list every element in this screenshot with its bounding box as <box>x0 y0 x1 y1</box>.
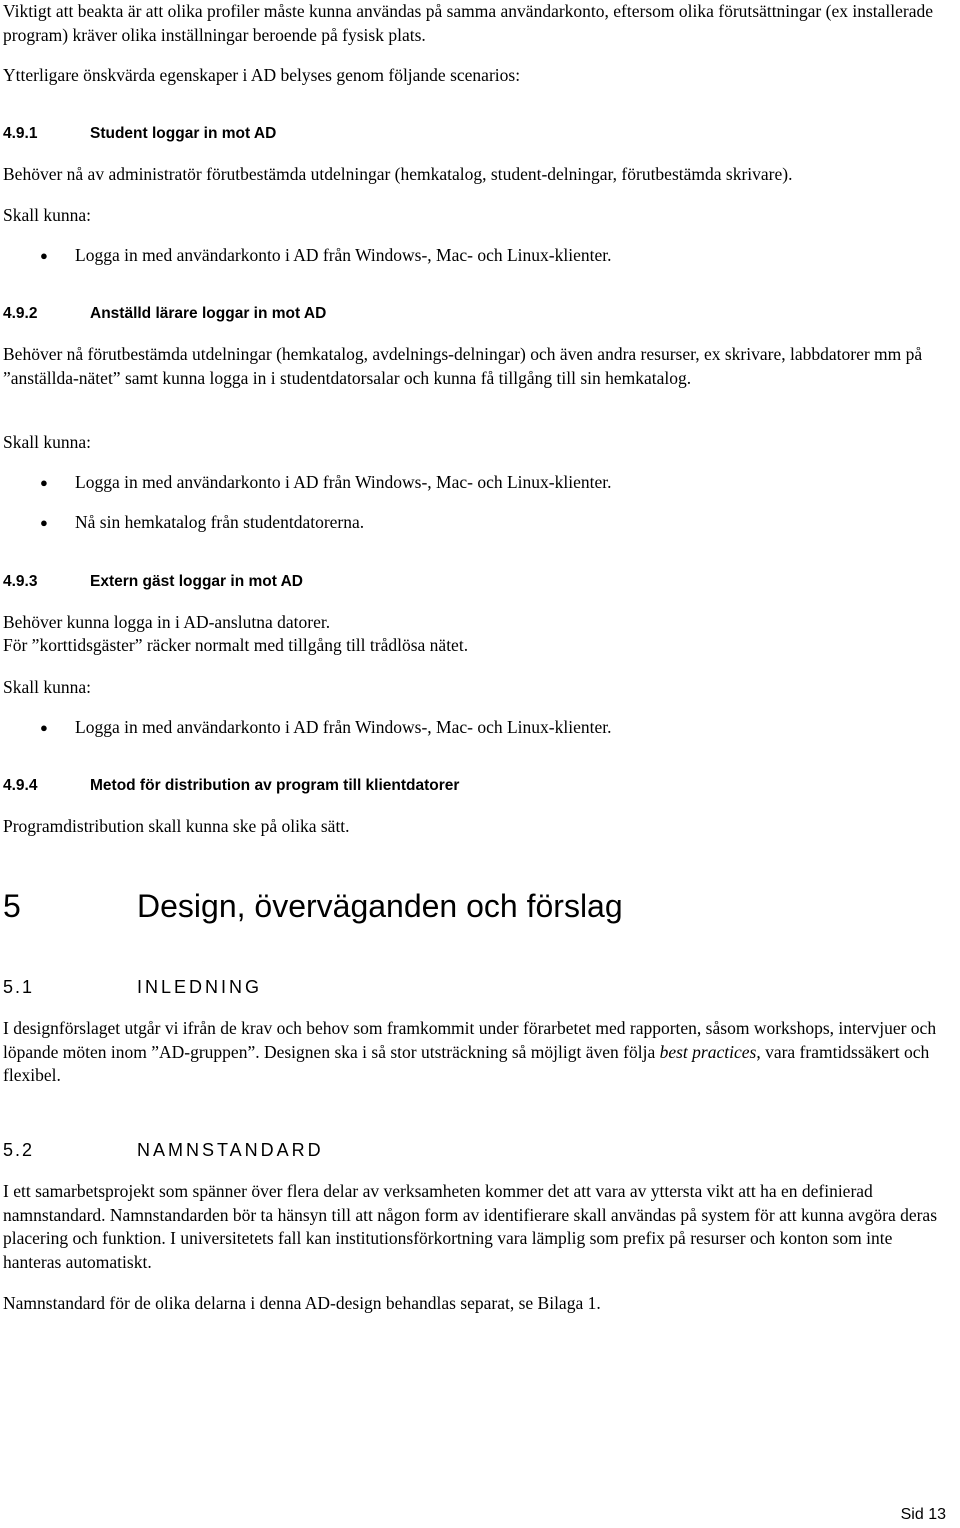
heading-title: Metod för distribution av program till klientdatorer <box>90 777 460 794</box>
bullet-icon: ● <box>40 720 48 735</box>
section-4-9-1-text: Behöver nå av administratör förutbestämda utdelningar (hemkatalog, student-delningar, förutbestämda skrivare). <box>3 164 793 184</box>
heading-4-9-2 <box>3 304 326 324</box>
skall-kunna-label: Skall kunna: <box>3 432 91 452</box>
heading-title: NAMNSTANDARD <box>137 1140 324 1160</box>
heading-5-2 <box>3 1138 324 1162</box>
bullet-text: Logga in med användarkonto i AD från Windows-, Mac- och Linux-klienter. <box>75 717 612 737</box>
text-run: I designförslaget utgår vi ifrån de krav och behov som framkommit under förarbetet med rapporten, såsom workshops, intervjuer och löpande möten inom ”AD-gruppen”. Designen ska i så stor utsträckning så möjligt även följa <box>3 1018 937 1062</box>
heading-number: 5 <box>3 888 21 924</box>
intro-scenarios-text: Ytterligare önskvärda egenskaper i AD belyses genom följande scenarios: <box>3 65 521 85</box>
heading-title: Student loggar in mot AD <box>90 125 277 142</box>
bullet-icon: ● <box>40 515 48 530</box>
heading-number: 4.9.1 <box>3 125 38 142</box>
bullet-text: Nå sin hemkatalog från studentdatorerna. <box>75 512 365 532</box>
heading-title: Anställd lärare loggar in mot AD <box>90 305 327 322</box>
heading-4-9-4 <box>3 776 459 796</box>
bullet-item <box>40 511 364 534</box>
heading-5-1 <box>3 975 262 999</box>
heading-title: Design, överväganden och förslag <box>137 888 623 924</box>
bullet-item <box>40 471 611 494</box>
emphasis-text: best practices <box>659 1041 757 1062</box>
section-5-1-text <box>3 1017 959 1088</box>
bullet-text: Logga in med användarkonto i AD från Windows-, Mac- och Linux-klienter. <box>75 245 612 265</box>
heading-number: 4.9.4 <box>3 777 38 794</box>
heading-number: 5.1 <box>3 977 35 997</box>
section-4-9-4-text: Programdistribution skall kunna ske på olika sätt. <box>3 816 350 836</box>
section-5-2-text-2: Namnstandard för de olika delarna i denna AD-design behandlas separat, se Bilaga 1. <box>3 1293 601 1313</box>
bullet-icon: ● <box>40 248 48 263</box>
heading-number: 4.9.2 <box>3 305 38 322</box>
heading-4-9-3 <box>3 572 303 592</box>
heading-4-9-1 <box>3 124 276 144</box>
bullet-text: Logga in med användarkonto i AD från Windows-, Mac- och Linux-klienter. <box>75 472 612 492</box>
heading-title: Extern gäst loggar in mot AD <box>90 573 304 590</box>
section-4-9-2-text: Behöver nå förutbestämda utdelningar (hemkatalog, avdelnings-delningar) och även andra resurser, ex skrivare, labbdatorer mm på ”anställda-nätet” samt kunna logga in i studentdatorsalar och kunna få tillgång till sin hemkatalog. <box>3 344 923 388</box>
bullet-item <box>40 244 611 267</box>
section-5-2-text: I ett samarbetsprojekt som spänner över flera delar av verksamheten kommer det att vara av yttersta vikt att ha en definierad namnstandard. Namnstandarden bör ta hänsyn till att någon form av identifierare skall användas på system för att kunna avgöra deras placering och funktion. I universitetets fall kan institutionsförkortning vara lämplig som prefix på resurser och konton som inte hanteras automatiskt. <box>3 1181 938 1272</box>
heading-title: INLEDNING <box>137 977 263 997</box>
section-4-9-3-text-2: För ”korttidsgäster” räcker normalt med tillgång till trådlösa nätet. <box>3 635 469 655</box>
bullet-item <box>40 716 611 739</box>
skall-kunna-label: Skall kunna: <box>3 205 91 225</box>
bullet-icon: ● <box>40 475 48 490</box>
text-run: , vara framtidssäkert och flexibel. <box>3 1041 930 1085</box>
page-number: Sid 13 <box>900 1506 946 1523</box>
section-4-9-3-text: Behöver kunna logga in i AD-anslutna datorer. <box>3 612 331 632</box>
heading-number: 4.9.3 <box>3 573 38 590</box>
heading-number: 5.2 <box>3 1140 35 1160</box>
skall-kunna-label: Skall kunna: <box>3 677 91 697</box>
heading-5 <box>3 886 623 926</box>
intro-paragraph: Viktigt att beakta är att olika profiler måste kunna användas på samma användarkonto, eftersom olika förutsättningar (ex installerade program) kräver olika inställningar beroende på fysisk plats. <box>3 1 934 45</box>
